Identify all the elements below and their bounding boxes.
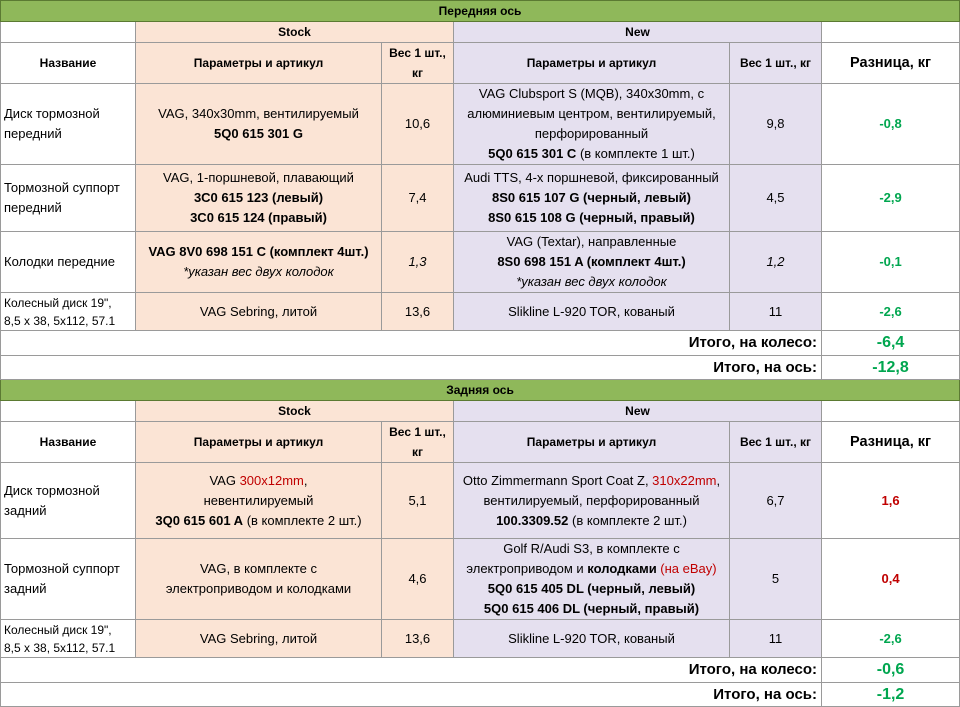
new-params: Audi TTS, 4-х поршневой, фиксированный 8S0 615 107 G (черный, левый) 8S0 615 108 G (черный, правый) — [454, 165, 730, 232]
stock-params: VAG 300x12mm, невентилируемый 3Q0 615 601 A (в комплекте 2 шт.) — [136, 463, 382, 539]
stock-weight: 13,6 — [382, 293, 454, 331]
header-new-params: Параметры и артикул — [454, 422, 730, 463]
weight-diff: 1,6 — [822, 463, 960, 539]
blank-cell — [822, 22, 960, 43]
front-stock-group: Stock — [136, 22, 454, 43]
total-axle-label: Итого, на ось: — [1, 356, 822, 380]
new-params: VAG (Textar), направленные 8S0 698 151 A (комплект 4шт.) *указан вес двух колодок — [454, 232, 730, 293]
new-weight: 6,7 — [730, 463, 822, 539]
new-params: Slikline L-920 TOR, кованый — [454, 620, 730, 658]
weight-diff: -2,6 — [822, 620, 960, 658]
header-new-weight: Вес 1 шт., кг — [730, 43, 822, 84]
stock-params: VAG, 1-поршневой, плавающий 3C0 615 123 (левый) 3C0 615 124 (правый) — [136, 165, 382, 232]
front-axle-title: Передняя ось — [1, 1, 960, 22]
table-row — [1, 165, 960, 232]
part-name: Колесный диск 19", 8,5 x 38, 5x112, 57.1 — [1, 293, 136, 331]
blank-cell — [822, 401, 960, 422]
header-stock-params: Параметры и артикул — [136, 422, 382, 463]
stock-weight: 1,3 — [382, 232, 454, 293]
table-row — [1, 293, 960, 331]
part-name: Диск тормозной задний — [1, 463, 136, 539]
weight-diff: -2,6 — [822, 293, 960, 331]
new-weight: 11 — [730, 293, 822, 331]
rear-new-group: New — [454, 401, 822, 422]
part-name: Тормозной суппорт передний — [1, 165, 136, 232]
new-weight: 1,2 — [730, 232, 822, 293]
stock-params: VAG Sebring, литой — [136, 620, 382, 658]
stock-params: VAG, 340x30mm, вентилируемый 5Q0 615 301 G — [136, 84, 382, 165]
part-name: Колесный диск 19", 8,5 x 38, 5x112, 57.1 — [1, 620, 136, 658]
total-axle-value: -1,2 — [822, 683, 960, 707]
table-row — [1, 232, 960, 293]
new-weight: 4,5 — [730, 165, 822, 232]
header-stock-weight: Вес 1 шт., кг — [382, 422, 454, 463]
new-params: VAG Clubsport S (MQB), 340x30mm, с алюминиевым центром, вентилируемый, перфорированный 5Q0 615 301 C (в комплекте 1 шт.) — [454, 84, 730, 165]
stock-weight: 4,6 — [382, 539, 454, 620]
stock-weight: 10,6 — [382, 84, 454, 165]
total-wheel-value: -6,4 — [822, 331, 960, 356]
header-stock-weight: Вес 1 шт., кг — [382, 43, 454, 84]
total-wheel-label: Итого, на колесо: — [1, 658, 822, 683]
stock-weight: 13,6 — [382, 620, 454, 658]
rear-axle-title: Задняя ось — [1, 380, 960, 401]
new-params: Golf R/Audi S3, в комплекте с электроприводом и колодками (на eBay) 5Q0 615 405 DL (черный, левый) 5Q0 615 406 DL (черный, правый) — [454, 539, 730, 620]
weight-diff: -0,8 — [822, 84, 960, 165]
weight-diff: -2,9 — [822, 165, 960, 232]
header-stock-params: Параметры и артикул — [136, 43, 382, 84]
blank-cell — [1, 401, 136, 422]
stock-params: VAG, в комплекте с электроприводом и колодками — [136, 539, 382, 620]
new-weight: 11 — [730, 620, 822, 658]
table-row — [1, 84, 960, 165]
stock-params: VAG 8V0 698 151 C (комплект 4шт.) *указан вес двух колодок — [136, 232, 382, 293]
part-name: Тормозной суппорт задний — [1, 539, 136, 620]
rear-stock-group: Stock — [136, 401, 454, 422]
new-params: Otto Zimmermann Sport Coat Z, 310x22mm, вентилируемый, перфорированный 100.3309.52 (в комплекте 2 шт.) — [454, 463, 730, 539]
stock-params: VAG Sebring, литой — [136, 293, 382, 331]
table-row — [1, 463, 960, 539]
header-name: Название — [1, 43, 136, 84]
total-axle-value: -12,8 — [822, 356, 960, 380]
table-row — [1, 620, 960, 658]
front-new-group: New — [454, 22, 822, 43]
header-diff: Разница, кг — [822, 43, 960, 84]
header-diff: Разница, кг — [822, 422, 960, 463]
part-name: Диск тормозной передний — [1, 84, 136, 165]
stock-weight: 5,1 — [382, 463, 454, 539]
blank-cell — [1, 22, 136, 43]
part-name: Колодки передние — [1, 232, 136, 293]
stock-weight: 7,4 — [382, 165, 454, 232]
table-row — [1, 539, 960, 620]
header-new-params: Параметры и артикул — [454, 43, 730, 84]
total-wheel-label: Итого, на колесо: — [1, 331, 822, 356]
weight-diff: 0,4 — [822, 539, 960, 620]
total-axle-label: Итого, на ось: — [1, 683, 822, 707]
total-wheel-value: -0,6 — [822, 658, 960, 683]
header-new-weight: Вес 1 шт., кг — [730, 422, 822, 463]
new-weight: 9,8 — [730, 84, 822, 165]
header-name: Название — [1, 422, 136, 463]
weight-diff: -0,1 — [822, 232, 960, 293]
new-params: Slikline L-920 TOR, кованый — [454, 293, 730, 331]
new-weight: 5 — [730, 539, 822, 620]
